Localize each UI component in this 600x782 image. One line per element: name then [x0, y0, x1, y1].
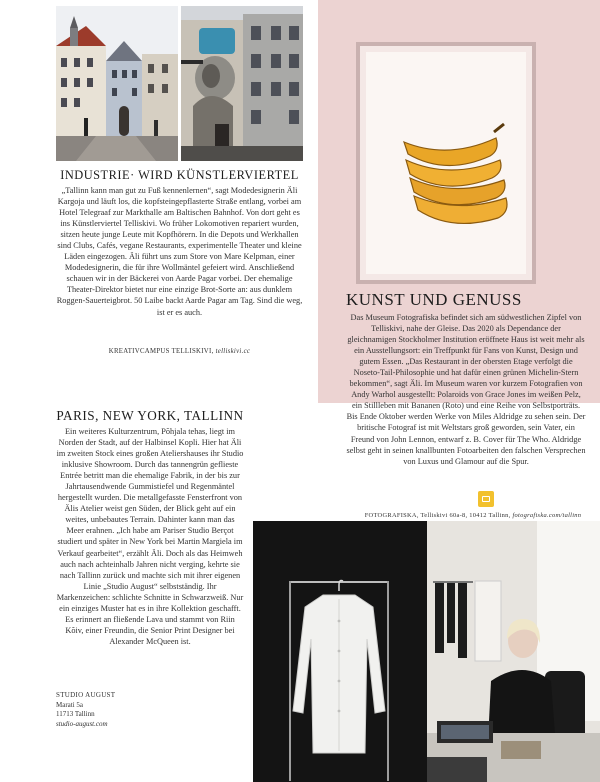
- heading-kunst: KUNST UND GENUSS: [346, 290, 522, 309]
- photo-white-blouse: [253, 521, 427, 782]
- address-street: Marati 5a: [56, 700, 84, 709]
- address-web-link[interactable]: studio-august.com: [56, 719, 108, 728]
- source-fotografiska: [346, 512, 600, 519]
- photo-mural-building: [181, 6, 303, 161]
- source-fotografiska-link[interactable]: fotografiska.com/tallinn: [512, 512, 582, 519]
- source-fotografiska-label: FOTOGRAFISKA, Telliskivi 60a-8, 10412 Tallinn,: [364, 512, 511, 519]
- body-kunst: Das Museum Fotografiska befindet sich am südwestlichen Zipfel von Telliskivi, nahe der Gleise. Das 2020 als Dependance der gleichnamigen Stockholmer Institution eröffnete Haus ist weit mehr als ein Ausstellungsort: ein Treffpunkt für Fans von Kunst, Design und gutem Essen. „Das Restaurant in der obersten Etage verfolgt die Noseto-Tail-Philosophie und hat dafür einen grünen Michelin-Stern bekommen“, sagt Äli. Im Museum waren vor kurzem Fotografien von Andy Warhol ausgestellt: Polaroids von Grace Jones im weißen Pelz, ein Stillleben mit Bananen (Roto) und eine Reihe von Selbstporträts. Bis Ende Oktober werden Werke von Miles Aldridge zu sehen sein. Der britische Fotograf ist mit Weltstars groß geworden, sein Vater, ein Freund von John Lennon, entwarf z. B. Cover für The Who. Aldridge selbst geht in seinen knallbunten Fotoarbeiten den falschen Versprechen von Luxus und Glamour auf die Spur.: [346, 313, 586, 466]
- heading-paris: PARIS, NEW YORK, TALLINN: [56, 408, 244, 423]
- source-telliskivi: [56, 348, 303, 355]
- photo-designer-at-desk: [427, 521, 600, 782]
- address-city: 11713 Tallinn: [56, 710, 95, 718]
- source-telliskivi-label: KREATIVCAMPUS TELLISKIVI,: [108, 348, 214, 355]
- address-name: STUDIO AUGUST: [56, 691, 116, 699]
- heading-industrie: INDUSTRIE· WIRD KÜNSTLERVIERTEL: [60, 168, 299, 182]
- address-studio-august: [56, 691, 244, 729]
- caption-badge-icon[interactable]: [478, 491, 494, 507]
- body-industrie: „Tallinn kann man gut zu Fuß kennenlernen“, sagt Modedesignerin Äli Kargoja und läuft los, die kopfsteingepflasterte Straße entlang, vorbei am Hotel Telegraaf zur Markthalle am Baltischen Bahnhof. Von dort geht es ins Künstlerviertel Telliskivi. Wo früher Lokomotiven repariert wurden, sitzen heute junge Leute mit Kopfhörern. In die Depots und Werkhallen sind Clubs, Cafés, vegane Restaurants, experimentelle Theater und kleine Läden eingezogen. Äli führt uns zum Store von Mare Kelpman, einer Modedesignerin, die für ihre Wollmäntel gefeiert wird. Anschließend schauen wir in der Bäckerei von Aarde Pagar vorbei. Der ehemalige Theater-Direktor bietet nur eine einzige Brot-Sorte an: aus dunklem Roggen-Sauerteigbrot. 50 Laibe backt Aarde Pagar am Tag. Sind die weg, ist er es auch.: [56, 186, 303, 317]
- photo-old-town-street: [56, 6, 178, 161]
- body-paris: Ein weiteres Kulturzentrum, Põhjala tehas, liegt im Norden der Stadt, auf der Halbinsel Kopli. Hier hat Äli im zweiten Stock eines großen Ateliershauses ihr Studio inklusive Showroom. Durch das tannengrün geflieste Entrée betritt man die ehemalige Fabrik, in der bis zur Jahrtausendwende Gummistiefel und Regenmäntel hergestellt wurden. Die metallgefasste Fensterfront von Älis Atelier weist gen Süden, der Blick geht auf ein weites, unbebautes Terrain. Dahinter kann man das Meer erahnen. „Ich habe am Pariser Studio Berçot studiert und später in New York bei Martin Margiela im Verkauf gearbeitet“, erzählt Äli. Doch als das Heimweh auch nach achteinhalb Jahren nicht verging, kehrte sie nach Tallinn zurück und machte sich mit ihrer eigenen Linie „Studio August“ selbstständig. Ihr Markenzeichen: schlichte Schnitte in Schwarzweiß. Nur ein einziges Muster hat es in ihre Kollektion geschafft. Es erinnert an fließende Lava und stammt von Riin Kõiv, einer Freundin, die Senior Print Designer bei Alexander McQueen ist.: [56, 427, 244, 646]
- source-telliskivi-link[interactable]: telliskivi.cc: [215, 348, 251, 355]
